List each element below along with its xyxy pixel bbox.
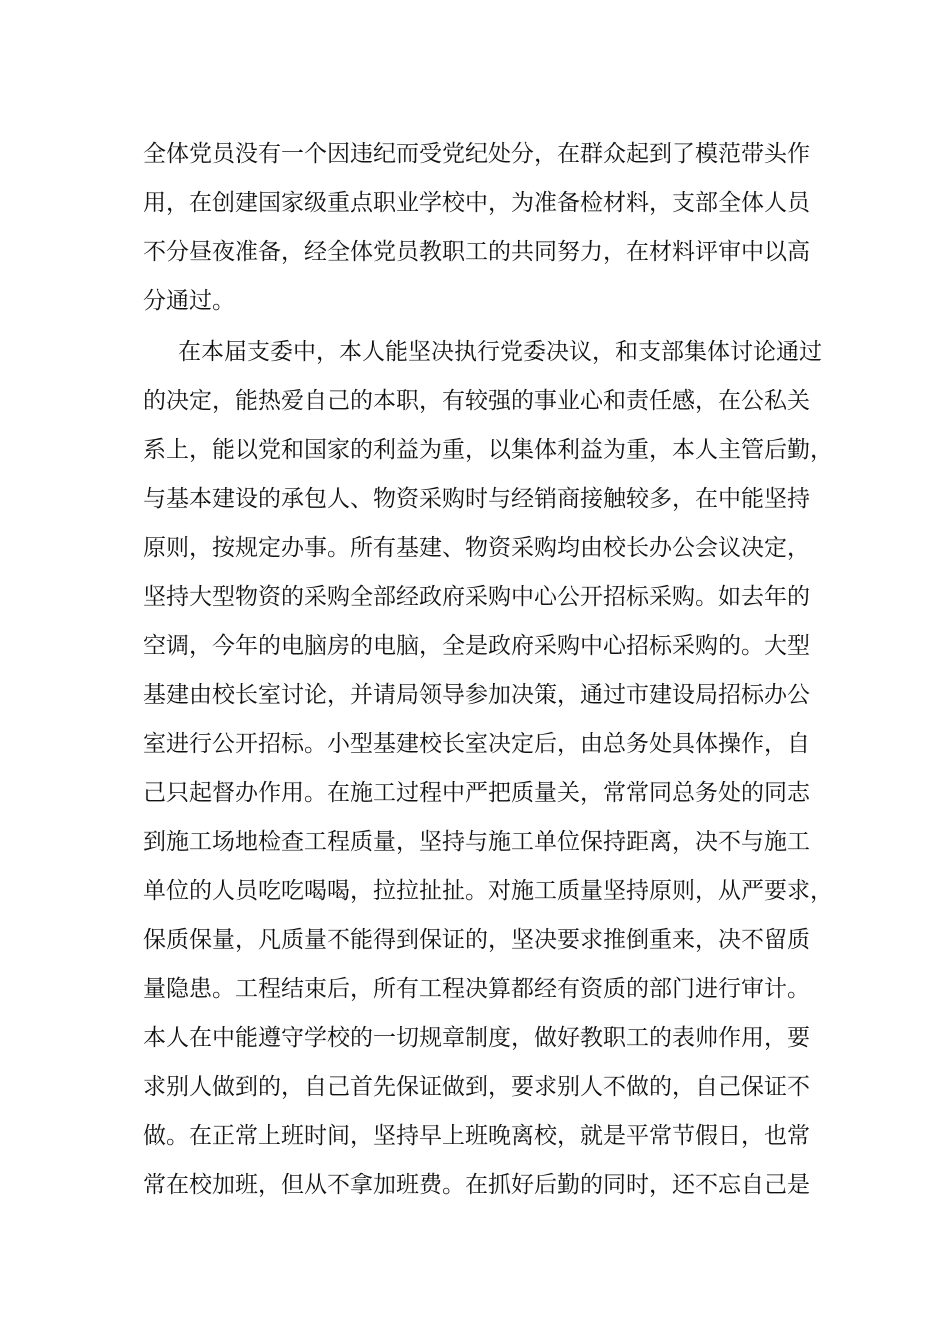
text-line: 室进行公开招标。小型基建校长室决定后，由总务处具体操作，自 — [143, 731, 810, 757]
text-line: 分通过。 — [143, 288, 235, 314]
text-line: 全体党员没有一个因违纪而受党纪处分，在群众起到了模范带头作 — [143, 141, 810, 167]
text-line: 基建由校长室讨论，并请局领导参加决策，通过市建设局招标办公 — [143, 682, 810, 708]
text-line: 量隐患。工程结束后，所有工程决算都经有资质的部门进行审计。 — [143, 976, 810, 1002]
text-line: 空调，今年的电脑房的电脑，全是政府采购中心招标采购的。大型 — [143, 633, 810, 659]
text-line: 己只起督办作用。在施工过程中严把质量关，常常同总务处的同志 — [143, 780, 810, 806]
text-line: 单位的人员吃吃喝喝，拉拉扯扯。对施工质量坚持原则，从严要求， — [143, 878, 833, 904]
document-body — [143, 130, 833, 1210]
text-line: 系上，能以党和国家的利益为重，以集体利益为重，本人主管后勤， — [143, 437, 833, 463]
text-line: 常在校加班，但从不拿加班费。在抓好后勤的同时，还不忘自己是 — [143, 1172, 810, 1198]
text-line: 与基本建设的承包人、物资采购时与经销商接触较多，在中能坚持 — [143, 486, 810, 512]
text-line: 做。在正常上班时间，坚持早上班晚离校，就是平常节假日，也常 — [143, 1123, 810, 1149]
text-line: 本人在中能遵守学校的一切规章制度，做好教职工的表帅作用，要 — [143, 1025, 810, 1051]
text-line: 在本届支委中，本人能坚决执行党委决议，和支部集体讨论通过 — [178, 339, 822, 365]
text-line: 保质保量，凡质量不能得到保证的，坚决要求推倒重来，决不留质 — [143, 927, 810, 953]
text-line: 坚持大型物资的采购全部经政府采购中心公开招标采购。如去年的 — [143, 584, 810, 610]
text-line: 用，在创建国家级重点职业学校中，为准备检材料，支部全体人员 — [143, 190, 810, 216]
text-line: 到施工场地检查工程质量，坚持与施工单位保持距离，决不与施工 — [143, 829, 810, 855]
text-line: 不分昼夜准备，经全体党员教职工的共同努力，在材料评审中以高 — [143, 239, 810, 265]
text-line: 原则，按规定办事。所有基建、物资采购均由校长办公会议决定， — [143, 535, 810, 561]
text-line: 求别人做到的，自己首先保证做到，要求别人不做的，自己保证不 — [143, 1074, 810, 1100]
text-line: 的决定，能热爱自己的本职，有较强的事业心和责任感，在公私关 — [143, 388, 810, 414]
